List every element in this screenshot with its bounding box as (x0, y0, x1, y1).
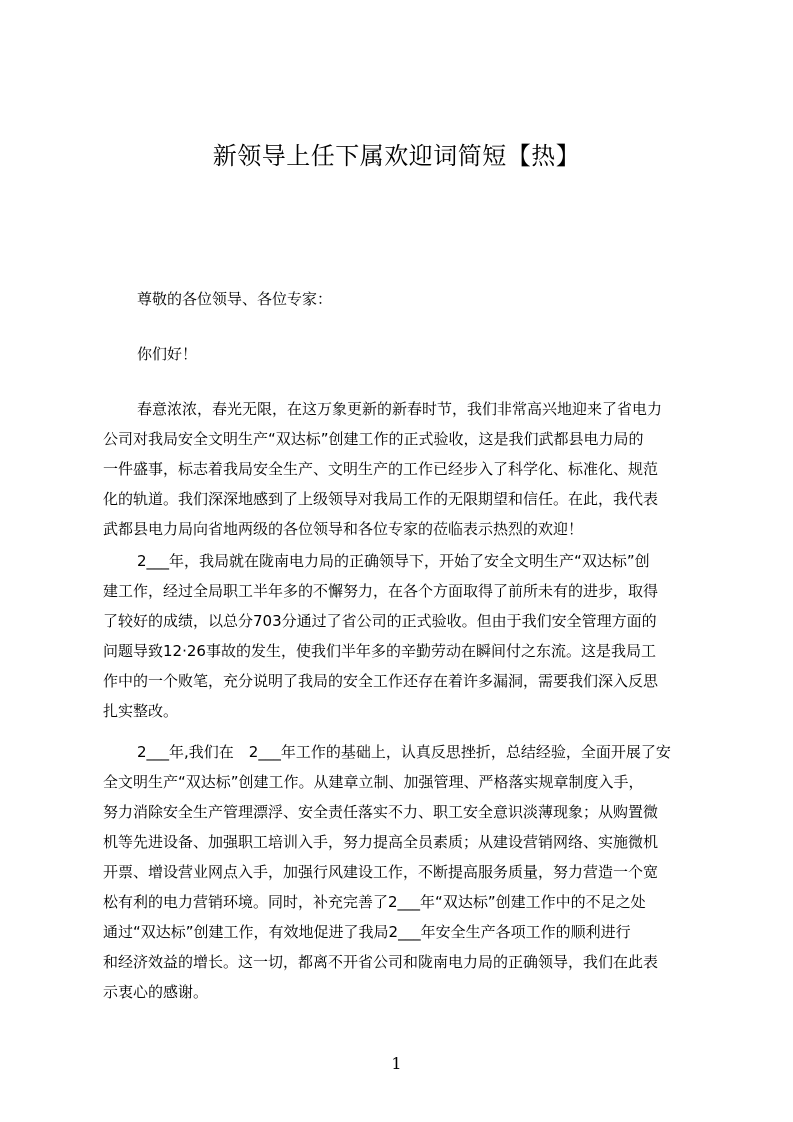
paragraph-2 (103, 546, 701, 726)
paragraph-line: 建工作，经过全局职工半年多的不懈努力，在各个方面取得了前所未有的进步，取得 (103, 582, 659, 600)
paragraph-line: 通过“双达标”创建工作，有效地促进了我局2___年安全生产各项工作的顺利进行 (103, 923, 631, 941)
paragraph-line: 一件盛事，标志着我局安全生产、文明生产的工作已经步入了科学化、标准化、规范 (103, 460, 659, 478)
paragraph-line: 化的轨道。我们深深地感到了上级领导对我局工作的无限期望和信任。在此，我代表 (103, 490, 659, 508)
paragraph-line: 了较好的成绩，以总分703分通过了省公司的正式验收。但由于我们安全管理方面的 (103, 612, 657, 630)
paragraph-line: 问题导致12·26事故的发生，使我们半年多的辛勤劳动在瞬间付之东流。这是我局工 (103, 642, 656, 660)
paragraph-line: 示衷心的感谢。 (103, 983, 209, 1001)
paragraph-line: 2___年，我局就在陇南电力局的正确领导下，开始了安全文明生产“双达标”创 (137, 552, 650, 570)
paragraph-line: 2___年,我们在 2___年工作的基础上，认真反思挫折，总结经验，全面开展了安 (137, 743, 671, 761)
paragraph-line: 春意浓浓，春光无限，在这万象更新的新春时节，我们非常高兴地迎来了省电力 (137, 400, 663, 418)
paragraph-line: 扎实整改。 (103, 702, 179, 720)
paragraph-line: 机等先进设备、加强职工培训入手，努力提高全员素质；从建设营销网络、实施微机 (103, 833, 659, 851)
paragraph-1 (103, 394, 701, 544)
document-title: 新领导上任下属欢迎词简短【热】 (212, 142, 581, 170)
salutation-line (103, 284, 701, 314)
paragraph-line: 公司对我局安全文明生产“双达标”创建工作的正式验收，这是我们武都县电力局的 (103, 430, 644, 448)
paragraph-line: 开票、增设营业网点入手，加强行风建设工作，不断提高服务质量，努力营造一个宽 (103, 863, 659, 881)
paragraph-line: 和经济效益的增长。这一切，都离不开省公司和陇南电力局的正确领导，我们在此表 (103, 953, 659, 971)
greeting-text: 你们好！ (137, 345, 198, 363)
paragraph-line: 松有利的电力营销环境。同时，补充完善了2___年“双达标”创建工作中的不足之处 (103, 893, 646, 911)
paragraph-3 (103, 737, 701, 1007)
paragraph-line: 武都县电力局向省地两级的各位领导和各位专家的莅临表示热烈的欢迎！ (103, 520, 584, 538)
paragraph-line: 全文明生产“双达标”创建工作。从建章立制、加强管理、严格落实规章制度入手， (103, 773, 644, 791)
page-number: 1 (391, 1054, 402, 1073)
greeting-line (103, 339, 701, 369)
paragraph-line: 作中的一个败笔，充分说明了我局的安全工作还存在着许多漏洞，需要我们深入反思 (103, 672, 659, 690)
salutation-text: 尊敬的各位领导、各位专家： (137, 290, 333, 308)
paragraph-line: 努力消除安全生产管理漂浮、安全责任落实不力、职工安全意识淡薄现象；从购置微 (103, 803, 659, 821)
